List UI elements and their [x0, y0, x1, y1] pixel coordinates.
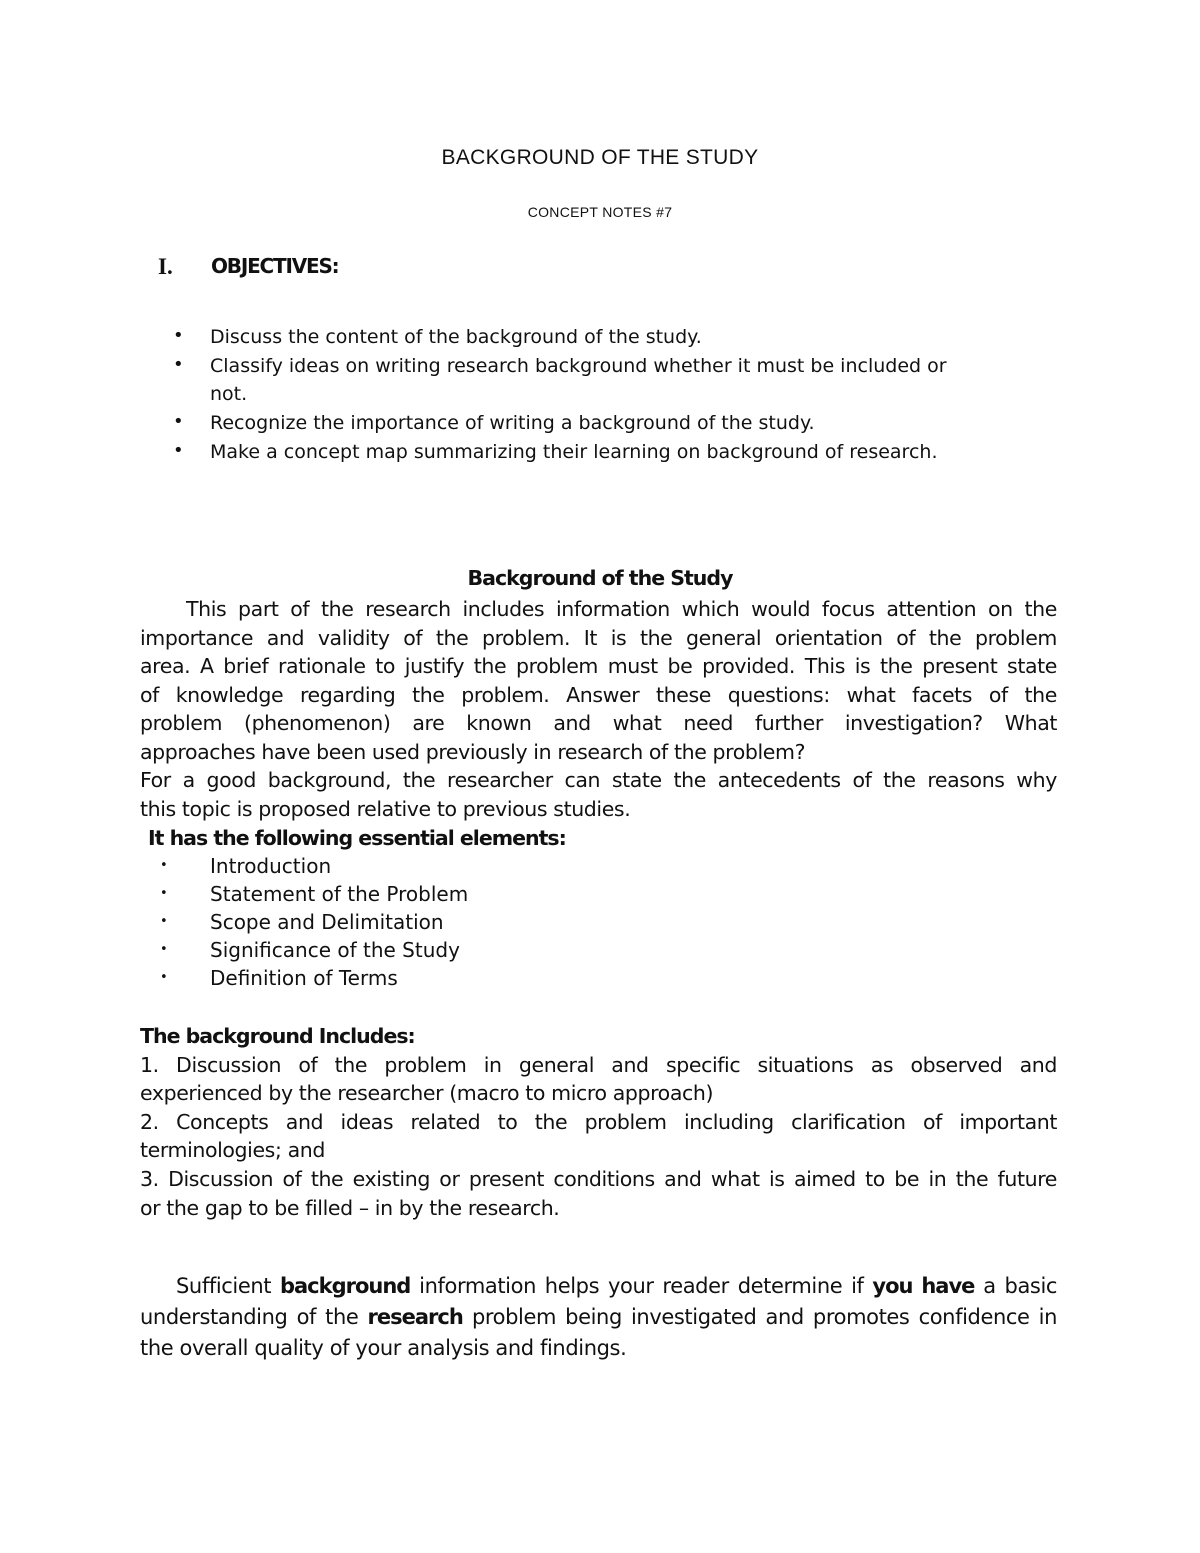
bullet-icon: •	[160, 942, 168, 957]
includes-line: 1. Discussion of the problem in general and specific situations as observed and	[140, 1053, 1057, 1077]
elements-heading: It has the following essential elements:	[148, 826, 566, 850]
section-number: I.	[158, 254, 173, 279]
paragraph-line: of knowledge regarding the problem. Answer these questions: what facets of the	[140, 683, 1057, 707]
paragraph-line: For a good background, the researcher can state the antecedents of the reasons why	[140, 768, 1057, 792]
includes-line: or the gap to be filled – in by the research.	[140, 1196, 560, 1220]
closing-emphasis: background	[279, 1274, 411, 1298]
closing-emphasis: you have	[872, 1274, 975, 1298]
element-item: Definition of Terms	[210, 966, 398, 990]
section-title: OBJECTIVES:	[211, 254, 339, 278]
bullet-icon: •	[173, 411, 184, 432]
includes-heading: The background Includes:	[140, 1024, 415, 1048]
paragraph-line: This part of the research includes information which would focus attention on the	[186, 597, 1057, 621]
element-item: Statement of the Problem	[210, 882, 469, 906]
bullet-icon: •	[173, 440, 184, 461]
element-item: Introduction	[210, 854, 332, 878]
closing-text: problem being investigated and promotes confidence in	[471, 1305, 1058, 1329]
bullet-icon: •	[173, 325, 184, 346]
objective-item: Recognize the importance of writing a background of the study.	[210, 412, 815, 434]
closing-text: Sufficient	[176, 1274, 272, 1298]
bullet-icon: •	[173, 354, 184, 375]
document-subtitle: CONCEPT NOTES #7	[527, 204, 673, 220]
closing-line-1	[176, 1272, 1057, 1300]
objective-item-continued: not.	[210, 383, 248, 405]
includes-line: terminologies; and	[140, 1138, 325, 1162]
includes-line: 2. Concepts and ideas related to the problem including clarification of important	[140, 1110, 1057, 1134]
closing-text: a basic	[983, 1274, 1058, 1298]
closing-text: understanding of the	[140, 1305, 359, 1329]
background-heading: Background of the Study	[467, 566, 733, 590]
document-title: BACKGROUND OF THE STUDY	[441, 146, 759, 169]
closing-text: information helps your reader determine if	[419, 1274, 864, 1298]
objective-item: Classify ideas on writing research background whether it must be included or	[210, 355, 947, 377]
paragraph-line: importance and validity of the problem. It is the general orientation of the problem	[140, 626, 1057, 650]
element-item: Significance of the Study	[210, 938, 460, 962]
closing-line-2	[140, 1303, 1057, 1331]
objective-item: Make a concept map summarizing their learning on background of research.	[210, 441, 938, 463]
bullet-icon: •	[160, 914, 168, 929]
paragraph-line: approaches have been used previously in research of the problem?	[140, 740, 806, 764]
closing-line-3: the overall quality of your analysis and findings.	[140, 1336, 627, 1360]
element-item: Scope and Delimitation	[210, 910, 444, 934]
paragraph-line: this topic is proposed relative to previous studies.	[140, 797, 631, 821]
bullet-icon: •	[160, 886, 168, 901]
objective-item: Discuss the content of the background of the study.	[210, 326, 702, 348]
closing-emphasis: research	[367, 1305, 463, 1329]
paragraph-line: problem (phenomenon) are known and what need further investigation? What	[140, 711, 1057, 735]
includes-line: 3. Discussion of the existing or present conditions and what is aimed to be in the future	[140, 1167, 1057, 1191]
paragraph-line: area. A brief rationale to justify the problem must be provided. This is the present state	[140, 654, 1057, 678]
includes-line: experienced by the researcher (macro to micro approach)	[140, 1081, 714, 1105]
bullet-icon: •	[160, 970, 168, 985]
bullet-icon: •	[160, 858, 168, 873]
